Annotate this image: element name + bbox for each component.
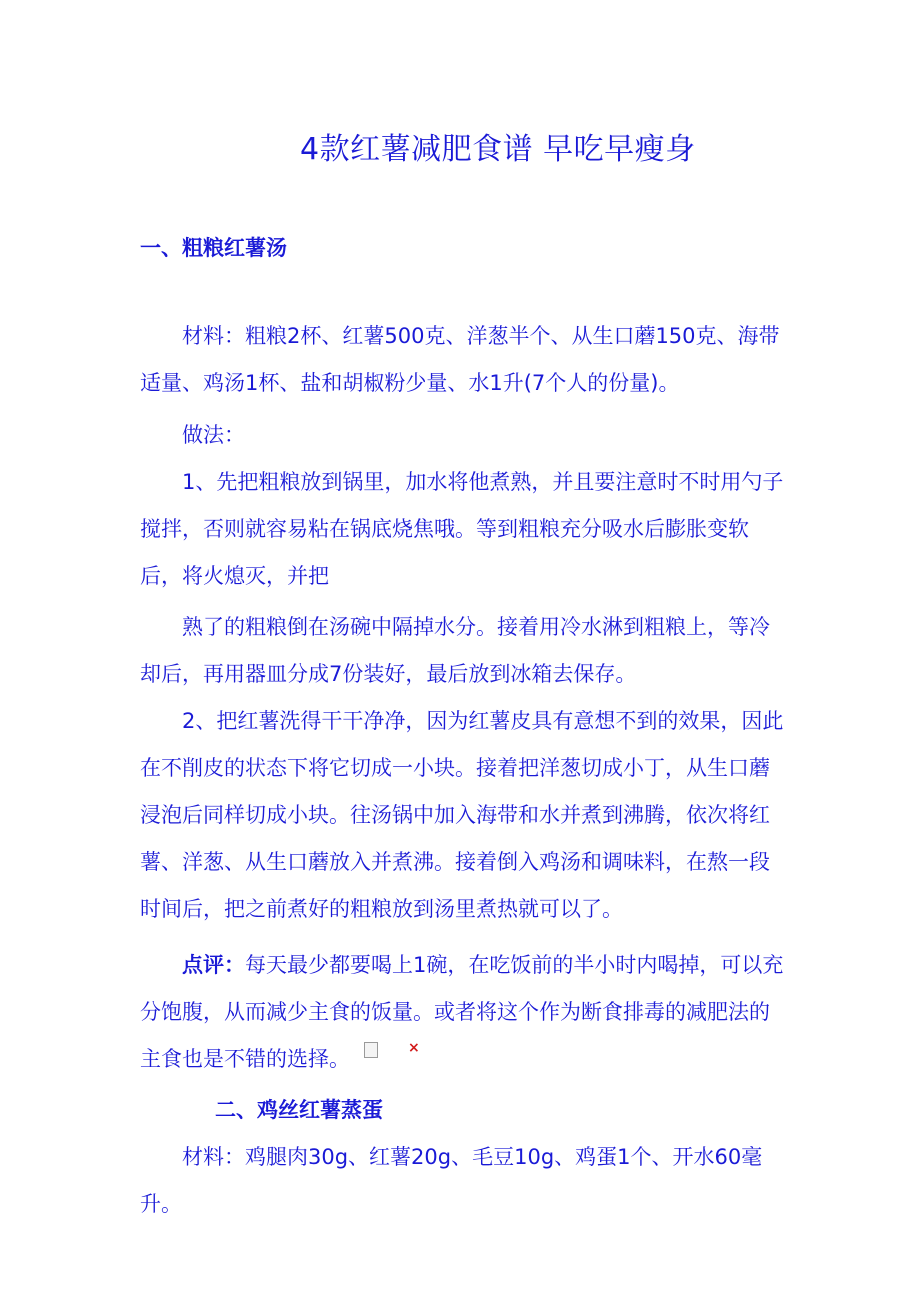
step-1-continued-paragraph: 熟了的粗粮倒在汤碗中隔掉水分。接着用冷水淋到粗粮上，等冷却后，再用器皿分成7份装好，最后放到冰箱去保存。: [140, 615, 770, 686]
step-2-paragraph: 2、把红薯洗得干干净净，因为红薯皮具有意想不到的效果，因此在不削皮的状态下将它切成一小块。接着把洋葱切成小丁，从生口蘑浸泡后同样切成小块。往汤锅中加入海带和水并煮到沸腾，依次将红薯、洋葱、从生口蘑放入并煮沸。接着倒入鸡汤和调味料，在熬一段时间后，把之前煮好的粗粮放到汤里煮热就可以了。: [140, 709, 784, 921]
comment-paragraph: [140, 942, 785, 1083]
section-heading-2: 二、鸡丝红薯蒸蛋: [215, 1098, 383, 1122]
method-label: 做法：: [182, 423, 245, 447]
section-heading-1: 一、粗粮红薯汤: [140, 236, 287, 260]
comment-text: 每天最少都要喝上1碗，在吃饭前的半小时内喝掉，可以充分饱腹，从而减少主食的饭量。或者将这个作为断食排毒的减肥法的主食也是不错的选择。: [140, 953, 784, 1071]
step-1-paragraph: 1、先把粗粮放到锅里，加水将他煮熟，并且要注意时不时用勺子搅拌，否则就容易粘在锅底烧焦哦。等到粗粮充分吸水后膨胀变软后，将火熄灭，并把: [140, 470, 784, 588]
materials-paragraph-1: 材料：粗粮2杯、红薯500克、洋葱半个、从生口蘑150克、海带适量、鸡汤1杯、盐和胡椒粉少量、水1升(7个人的份量)。: [140, 324, 780, 395]
materials-paragraph-2: 材料：鸡腿肉30g、红薯20g、毛豆10g、鸡蛋1个、开水60毫升。: [140, 1145, 763, 1216]
broken-image-icon: [364, 1042, 378, 1058]
document-title: 4款红薯减肥食谱 早吃早瘦身: [300, 132, 696, 167]
comment-label: 点评：: [182, 953, 245, 977]
